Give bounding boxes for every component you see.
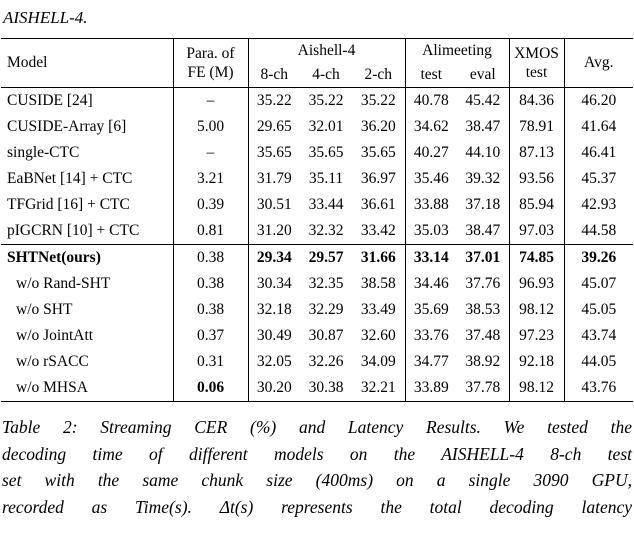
value-cell: 30.20: [256, 379, 292, 396]
value-cell: 96.93: [509, 271, 564, 297]
value-cell: 39.32: [457, 166, 509, 192]
table-row: [1, 245, 633, 272]
header-alimeeting-group: Alimeeting: [405, 39, 509, 64]
param-cell: 0.38: [173, 297, 248, 323]
value-cell: 74.85: [509, 245, 564, 272]
results-table: [1, 38, 633, 402]
value-cell: 37.18: [457, 192, 509, 218]
header-para-line1: Para. of: [186, 44, 235, 62]
table-header: [1, 39, 633, 88]
param-cell: –: [173, 140, 248, 166]
previous-table-caption-tail: AISHELL-4.: [3, 8, 88, 27]
header-aishell4-group: Aishell-4: [248, 39, 405, 64]
param-cell: 0.31: [173, 349, 248, 375]
value-cell: 32.01: [308, 118, 344, 135]
param-cell: –: [173, 88, 248, 115]
value-cell: 34.09: [352, 349, 405, 375]
value-cell: 44.58: [581, 222, 617, 239]
table-row: [1, 323, 633, 349]
model-cell: pIGCRN [10] + CTC: [1, 218, 173, 245]
table-body: [1, 88, 633, 402]
value-cell: 32.18: [256, 301, 292, 318]
model-cell: EaBNet [14] + CTC: [1, 166, 173, 192]
value-cell: 35.65: [352, 140, 405, 166]
table-row: [1, 192, 633, 218]
value-cell: 32.21: [352, 375, 405, 402]
model-cell: w/o JointAtt: [1, 323, 173, 349]
value-cell: 34.46: [413, 275, 449, 292]
caption-line: recorded as Time(s). Δt(s) represents the total decoding latency: [2, 496, 632, 517]
value-cell: 37.78: [457, 375, 509, 402]
header-xmos-line2: test: [525, 64, 548, 81]
caption-line: decoding time of different models on the AISHELL-4 8-ch test: [2, 443, 632, 464]
value-cell: 36.97: [352, 166, 405, 192]
value-cell: 40.78: [413, 92, 449, 109]
value-cell: 78.91: [509, 114, 564, 140]
param-cell: 0.38: [173, 271, 248, 297]
value-cell: 35.69: [413, 301, 449, 318]
value-cell: 31.20: [256, 222, 292, 239]
header-xmos-line1: XMOS: [514, 44, 559, 62]
header-8ch: 8-ch: [260, 66, 289, 83]
value-cell: 31.66: [352, 245, 405, 272]
value-cell: 36.20: [352, 114, 405, 140]
param-cell: 5.00: [173, 114, 248, 140]
value-cell: 43.74: [581, 327, 617, 344]
value-cell: 38.53: [457, 297, 509, 323]
value-cell: 33.49: [352, 297, 405, 323]
value-cell: 30.87: [308, 327, 344, 344]
value-cell: 33.89: [413, 379, 449, 396]
table-row: [1, 271, 633, 297]
value-cell: 35.65: [308, 144, 344, 161]
value-cell: 39.26: [564, 245, 633, 272]
value-cell: 41.64: [581, 118, 617, 135]
param-cell: 0.37: [173, 323, 248, 349]
header-row-top: [1, 39, 633, 64]
model-cell: w/o Rand-SHT: [1, 271, 173, 297]
caption-line: Table 2: Streaming CER (%) and Latency Results. We tested the: [2, 417, 632, 437]
header-eval: eval: [457, 63, 509, 88]
table-row: [1, 114, 633, 140]
value-cell: 38.47: [457, 218, 509, 245]
model-cell: CUSIDE-Array [6]: [1, 114, 173, 140]
value-cell: 35.22: [352, 88, 405, 115]
value-cell: 92.18: [509, 349, 564, 375]
value-cell: 29.57: [300, 245, 352, 272]
table-row: [1, 375, 633, 402]
model-cell: CUSIDE [24]: [1, 88, 173, 115]
table-row: [1, 140, 633, 166]
value-cell: 36.61: [352, 192, 405, 218]
value-cell: 42.93: [581, 196, 617, 213]
header-model: Model: [1, 39, 173, 88]
value-cell: 97.23: [509, 323, 564, 349]
value-cell: 35.22: [308, 92, 344, 109]
caption-line: set with the same chunk size (400ms) on a single 3090 GPU,: [2, 470, 632, 490]
header-para-line2: FE (M): [187, 64, 234, 81]
value-cell: 37.48: [457, 323, 509, 349]
model-cell: w/o MHSA: [1, 375, 173, 402]
table-row: [1, 218, 633, 245]
value-cell: 32.60: [352, 323, 405, 349]
model-cell: w/o rSACC: [1, 349, 173, 375]
value-cell: 38.92: [457, 349, 509, 375]
value-cell: 33.88: [413, 196, 449, 213]
value-cell: 29.34: [248, 245, 300, 272]
table-row: [1, 166, 633, 192]
value-cell: 35.03: [413, 222, 449, 239]
value-cell: 34.77: [413, 353, 449, 370]
value-cell: 45.07: [581, 275, 617, 292]
value-cell: 32.26: [308, 353, 344, 370]
value-cell: 30.51: [256, 196, 292, 213]
value-cell: 44.05: [581, 353, 617, 370]
table-row: [1, 297, 633, 323]
value-cell: 46.41: [581, 144, 617, 161]
value-cell: 35.11: [308, 170, 344, 187]
value-cell: 93.56: [509, 166, 564, 192]
value-cell: 33.76: [413, 327, 449, 344]
model-cell: w/o SHT: [1, 297, 173, 323]
table-row: [1, 88, 633, 115]
value-cell: 35.65: [256, 144, 292, 161]
value-cell: 30.34: [256, 275, 292, 292]
param-cell: 0.81: [173, 218, 248, 245]
header-avg: Avg.: [584, 54, 614, 71]
value-cell: 37.76: [457, 271, 509, 297]
value-cell: 37.01: [457, 245, 509, 272]
value-cell: 32.32: [308, 222, 344, 239]
value-cell: 38.58: [352, 271, 405, 297]
value-cell: 45.05: [581, 301, 617, 318]
value-cell: 35.46: [413, 170, 449, 187]
param-cell: 3.21: [173, 166, 248, 192]
model-cell: SHTNet(ours): [1, 245, 173, 272]
value-cell: 98.12: [509, 375, 564, 402]
value-cell: 44.10: [457, 140, 509, 166]
header-2ch: 2-ch: [352, 63, 405, 88]
value-cell: 40.27: [413, 144, 449, 161]
table2-caption: [1, 414, 633, 520]
value-cell: 45.42: [457, 88, 509, 115]
value-cell: 30.49: [256, 327, 292, 344]
value-cell: 85.94: [509, 192, 564, 218]
param-cell: 0.38: [173, 245, 248, 272]
value-cell: 32.29: [308, 301, 344, 318]
value-cell: 35.22: [256, 92, 292, 109]
value-cell: 32.05: [256, 353, 292, 370]
value-cell: 98.12: [509, 297, 564, 323]
value-cell: 33.14: [405, 245, 457, 272]
value-cell: 33.44: [308, 196, 344, 213]
value-cell: 45.37: [581, 170, 617, 187]
header-4ch: 4-ch: [312, 66, 340, 83]
header-xmos: [509, 39, 564, 88]
value-cell: 43.76: [581, 379, 617, 396]
value-cell: 87.13: [509, 140, 564, 166]
model-cell: TFGrid [16] + CTC: [1, 192, 173, 218]
value-cell: 46.20: [581, 92, 617, 109]
value-cell: 29.65: [256, 118, 292, 135]
header-para-fe: [173, 39, 248, 88]
param-cell: 0.39: [173, 192, 248, 218]
value-cell: 38.47: [457, 114, 509, 140]
header-test: test: [420, 66, 443, 83]
value-cell: 97.03: [509, 218, 564, 245]
value-cell: 34.62: [413, 118, 449, 135]
value-cell: 31.79: [256, 170, 292, 187]
value-cell: 84.36: [509, 88, 564, 115]
value-cell: 30.38: [308, 379, 344, 396]
value-cell: 33.42: [352, 218, 405, 245]
value-cell: 32.35: [308, 275, 344, 292]
table-row: [1, 349, 633, 375]
param-cell: 0.06: [173, 375, 248, 402]
model-cell: single-CTC: [1, 140, 173, 166]
